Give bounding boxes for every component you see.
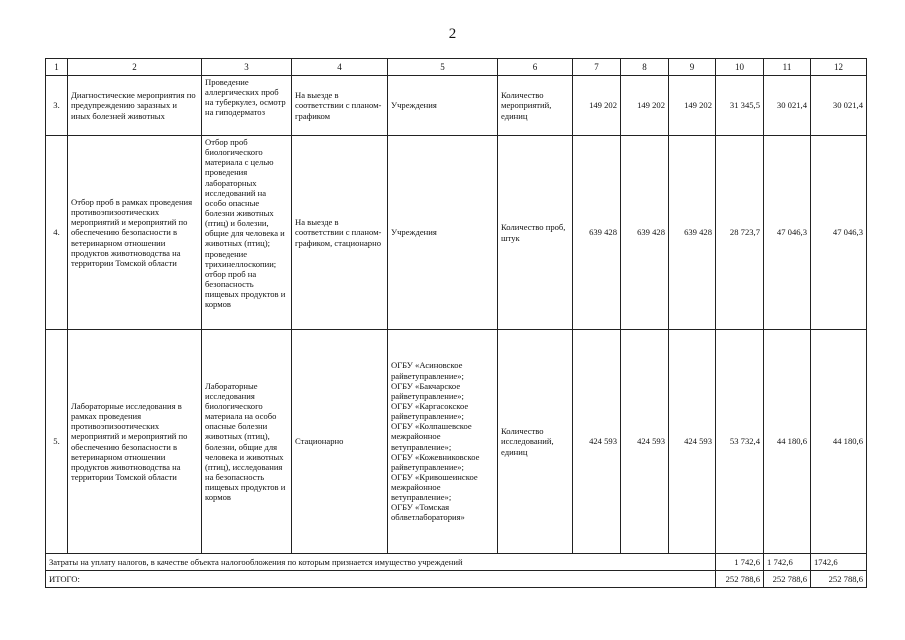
header-cell: 8	[621, 59, 669, 76]
institution-item: ОГБУ «Томская облветлаборатория»	[391, 502, 465, 523]
content-cell: Отбор проб биологического материала с целью проведения лабораторных исследований на особо опасные болезни животных (птиц) и болезни, общие для человека и животных (птиц); проведение трихинеллоскопии; отбор проб на безопасность пищевых продуктов и кормов	[202, 136, 292, 330]
row-number: 4.	[46, 136, 68, 330]
tax-value: 1 742,6	[764, 554, 811, 571]
total-value: 252 788,6	[716, 571, 764, 588]
institution-item: ОГБУ «Асиновское райветуправление»;	[391, 360, 464, 381]
page-number: 2	[448, 26, 457, 42]
activity-cell: Отбор проб в рамках проведения противоэпизоотических мероприятий и мероприятий по обеспечению безопасности в ветеринарном отношении продуктов животноводства на территории Томской области	[68, 136, 202, 330]
value-cell: 639 428	[573, 136, 621, 330]
table-row	[46, 330, 867, 554]
value-cell: 28 723,7	[716, 136, 764, 330]
header-cell: 11	[764, 59, 811, 76]
value-cell: 424 593	[573, 330, 621, 554]
header-cell: 12	[811, 59, 867, 76]
header-cell: 6	[498, 59, 573, 76]
value-cell: 639 428	[669, 136, 716, 330]
conditions-cell: На выезде в соответствии с планом-графиком	[292, 76, 388, 136]
services-table	[45, 58, 867, 588]
institutions-cell: Учреждения	[388, 136, 498, 330]
value-cell: 30 021,4	[811, 76, 867, 136]
value-cell: 424 593	[669, 330, 716, 554]
institution-item: ОГБУ «Колпашевское межрайонное ветуправление»;	[391, 421, 472, 452]
indicator-cell: Количество исследований, единиц	[498, 330, 573, 554]
tax-value: 1 742,6	[716, 554, 764, 571]
content-cell: Лабораторные исследования биологического материала на особо опасные болезни животных (птиц), болезни, общие для человека и животных (птиц), исследования на безопасность пищевых продуктов и кормов	[202, 330, 292, 554]
value-cell: 47 046,3	[764, 136, 811, 330]
institutions-cell	[388, 330, 498, 554]
value-cell: 44 180,6	[764, 330, 811, 554]
row-number: 5.	[46, 330, 68, 554]
header-cell: 3	[202, 59, 292, 76]
institutions-cell: Учреждения	[388, 76, 498, 136]
indicator-cell: Количество проб, штук	[498, 136, 573, 330]
table-row	[46, 76, 867, 136]
value-cell: 30 021,4	[764, 76, 811, 136]
row-number: 3.	[46, 76, 68, 136]
institution-item: ОГБУ «Кожевниковское райветуправление»;	[391, 451, 480, 472]
institution-item: ОГБУ «Каргасокское райветуправление»;	[391, 400, 469, 422]
content-cell: Проведение аллергических проб на туберкулез, осмотр на гиподерматоз	[202, 76, 292, 136]
header-cell: 9	[669, 59, 716, 76]
tax-label: Затраты на уплату налогов, в качестве объекта налогообложения по которым признается имущество учреждений	[46, 554, 716, 571]
institution-item: ОГБУ «Бакчарское райветуправление»;	[391, 380, 464, 401]
activity-cell: Лабораторные исследования в рамках проведения противоэпизоотических мероприятий и мероприятий по обеспечению безопасности в ветеринарном отношении продуктов животноводства на территории Томской области	[68, 330, 202, 554]
total-label: ИТОГО:	[46, 571, 716, 588]
value-cell: 639 428	[621, 136, 669, 330]
table-row	[46, 136, 867, 330]
header-cell: 5	[388, 59, 498, 76]
tax-value: 1742,6	[811, 554, 867, 571]
indicator-cell: Количество мероприятий, единиц	[498, 76, 573, 136]
value-cell: 149 202	[669, 76, 716, 136]
conditions-cell: На выезде в соответствии с планом-графиком, стационарно	[292, 136, 388, 330]
conditions-cell: Стационарно	[292, 330, 388, 554]
header-cell: 1	[46, 59, 68, 76]
value-cell: 149 202	[621, 76, 669, 136]
total-value: 252 788,6	[811, 571, 867, 588]
header-cell: 4	[292, 59, 388, 76]
value-cell: 47 046,3	[811, 136, 867, 330]
header-row	[46, 59, 867, 76]
total-row	[46, 571, 867, 588]
tax-row	[46, 554, 867, 571]
activity-cell: Диагностические мероприятия по предупреждению заразных и иных болезней животных	[68, 76, 202, 136]
value-cell: 31 345,5	[716, 76, 764, 136]
value-cell: 149 202	[573, 76, 621, 136]
institution-item: ОГБУ «Кривошеинское межрайонное ветуправление»;	[391, 471, 478, 503]
header-cell: 10	[716, 59, 764, 76]
total-value: 252 788,6	[764, 571, 811, 588]
header-cell: 2	[68, 59, 202, 76]
value-cell: 44 180,6	[811, 330, 867, 554]
header-cell: 7	[573, 59, 621, 76]
value-cell: 53 732,4	[716, 330, 764, 554]
value-cell: 424 593	[621, 330, 669, 554]
